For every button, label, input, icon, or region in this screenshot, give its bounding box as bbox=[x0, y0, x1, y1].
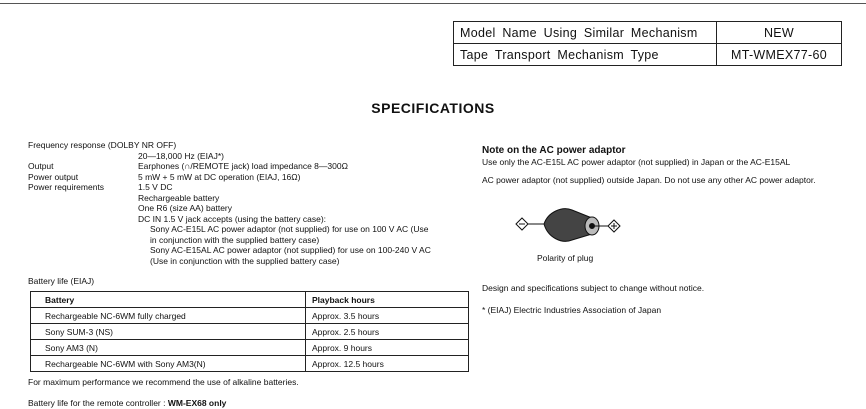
freq-value: 20—18,000 Hz (EIAJ*) bbox=[138, 150, 224, 161]
adaptor-line: (Use in conjunction with the supplied battery case) bbox=[150, 255, 340, 266]
table-row bbox=[454, 22, 842, 44]
output-label: Output bbox=[28, 161, 54, 171]
freq-label: Frequency response (DOLBY NR OFF) bbox=[28, 140, 177, 150]
eiaj-footnote: * (EIAJ) Electric Industries Association of Japan bbox=[482, 305, 662, 315]
table-header-row bbox=[31, 292, 469, 308]
adaptor-line: Sony AC-E15L AC power adaptor (not supplied) for use on 100 V AC (Use bbox=[150, 224, 429, 234]
table-row bbox=[454, 44, 842, 66]
column-header: Playback hours bbox=[306, 292, 469, 308]
mechanism-value: MT-WMEX77-60 bbox=[717, 44, 842, 66]
remote-prefix: Battery life for the remote controller : bbox=[28, 398, 168, 408]
battery-cell: Rechargeable NC-6WM with Sony AM3(N) bbox=[31, 356, 306, 372]
column-header: Battery bbox=[31, 292, 306, 308]
hours-cell: Approx. 2.5 hours bbox=[306, 324, 469, 340]
top-rule bbox=[0, 3, 866, 4]
mechanism-label: Tape Transport Mechanism Type bbox=[454, 44, 717, 66]
table-row bbox=[31, 356, 469, 372]
adaptor-line: Sony AC-E15AL AC power adaptor (not supplied) for use on 100-240 V AC bbox=[150, 245, 431, 255]
remote-battery-note bbox=[28, 398, 226, 408]
mechanism-value: NEW bbox=[717, 22, 842, 44]
battery-life-label: Battery life (EIAJ) bbox=[28, 276, 95, 286]
battery-table bbox=[30, 291, 469, 372]
page-title: SPECIFICATIONS bbox=[371, 100, 495, 116]
ac-note-title: Note on the AC power adaptor bbox=[482, 145, 626, 156]
table-row bbox=[31, 324, 469, 340]
alkaline-note: For maximum performance we recommend the use of alkaline batteries. bbox=[28, 377, 299, 387]
power-req-label: Power requirements bbox=[28, 182, 105, 192]
mechanism-table bbox=[453, 21, 842, 66]
plug-caption: Polarity of plug bbox=[537, 253, 594, 263]
battery-cell: Rechargeable NC-6WM fully charged bbox=[31, 308, 306, 324]
power-output-label: Power output bbox=[28, 171, 79, 182]
hours-cell: Approx. 3.5 hours bbox=[306, 308, 469, 324]
power-output-value: 5 mW + 5 mW at DC operation (EIAJ, 16Ω) bbox=[138, 171, 301, 182]
battery-cell: Sony SUM-3 (NS) bbox=[31, 324, 306, 340]
power-req-line: 1.5 V DC bbox=[138, 182, 173, 192]
table-row bbox=[31, 340, 469, 356]
adaptor-line: in conjunction with the supplied battery case) bbox=[150, 234, 320, 245]
plug-polarity-icon bbox=[508, 198, 628, 250]
ac-note-line: AC power adaptor (not supplied) outside Japan. Do not use any other AC power adaptor. bbox=[482, 175, 816, 185]
output-value: Earphones (∩/REMOTE jack) load impedance 8—300Ω bbox=[138, 161, 348, 171]
power-req-line: Rechargeable battery bbox=[138, 192, 220, 203]
mechanism-label: Model Name Using Similar Mechanism bbox=[454, 22, 717, 44]
design-note: Design and specifications subject to change without notice. bbox=[482, 283, 705, 293]
hours-cell: Approx. 9 hours bbox=[306, 340, 469, 356]
power-req-line: DC IN 1.5 V jack accepts (using the battery case): bbox=[138, 213, 327, 224]
specs-block bbox=[28, 140, 468, 266]
ac-note-line: Use only the AC-E15L AC power adaptor (not supplied) in Japan or the AC-E15AL bbox=[482, 157, 791, 167]
table-row bbox=[31, 308, 469, 324]
power-req-line: One R6 (size AA) battery bbox=[138, 203, 233, 213]
hours-cell: Approx. 12.5 hours bbox=[306, 356, 469, 372]
remote-model: WM-EX68 only bbox=[167, 398, 227, 408]
battery-cell: Sony AM3 (N) bbox=[31, 340, 306, 356]
